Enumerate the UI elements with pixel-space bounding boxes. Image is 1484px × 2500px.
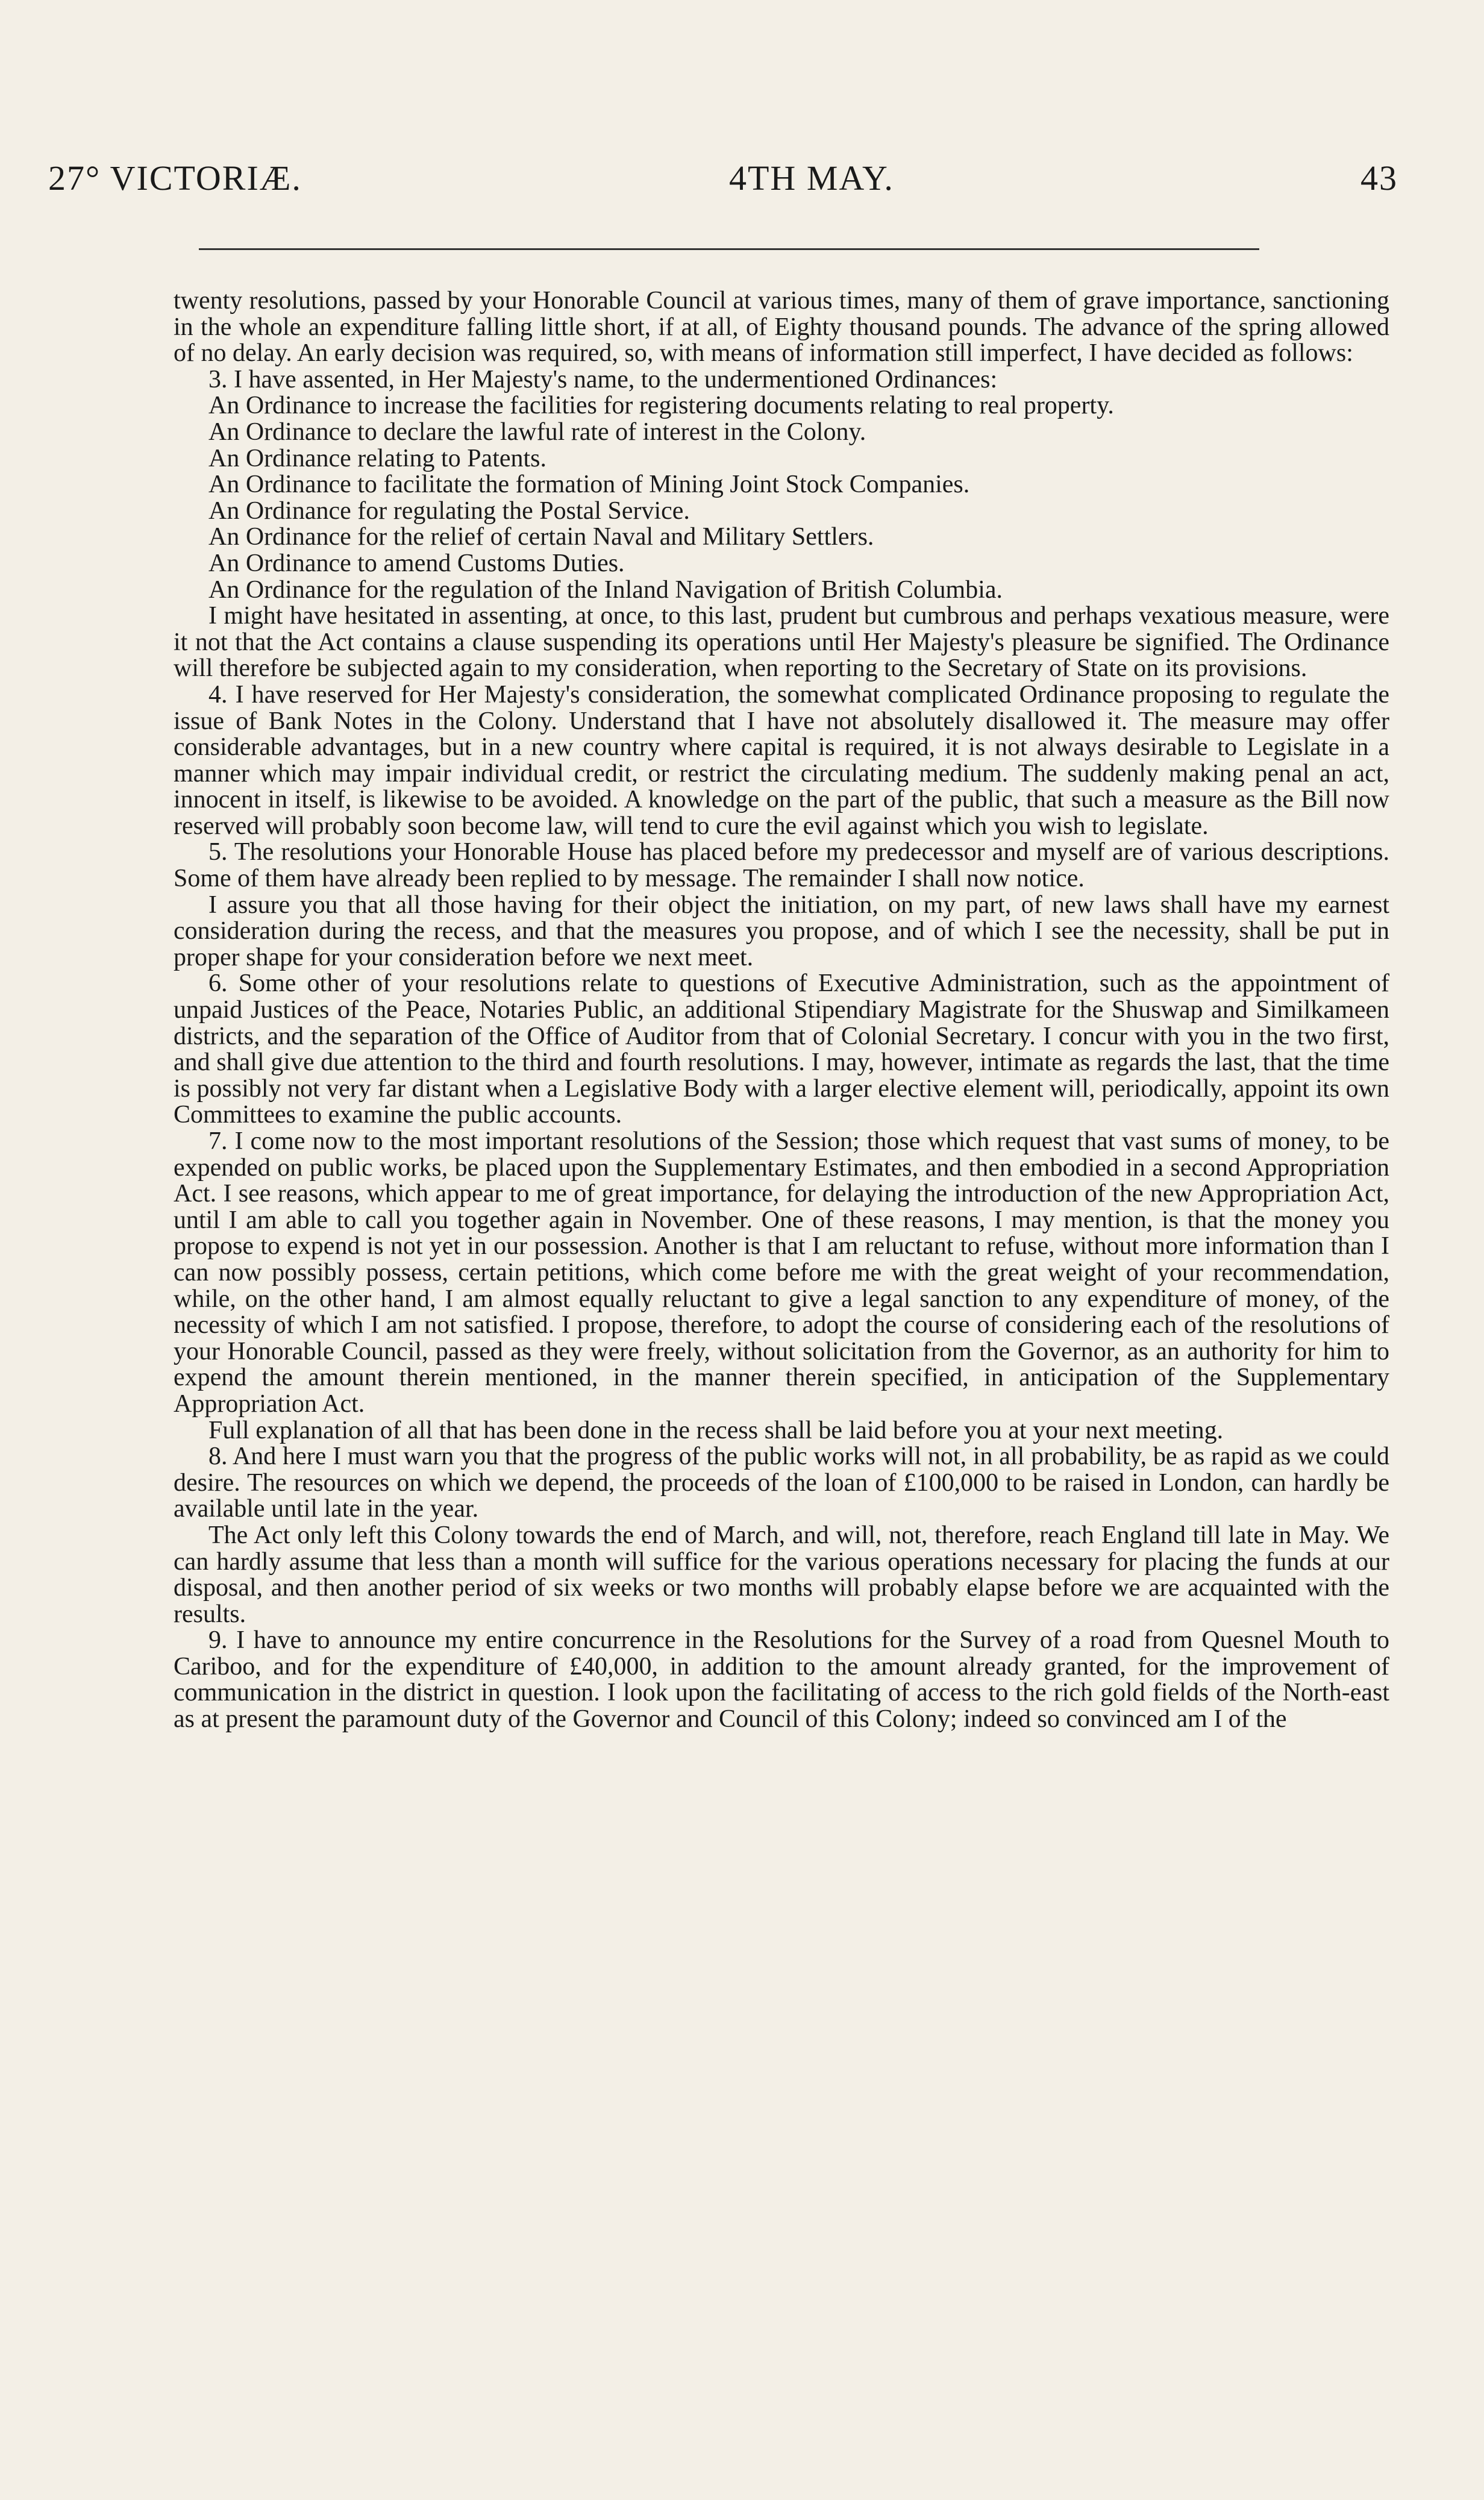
paragraph: 8. And here I must warn you that the progress of the public works will not, in all probability, be as rapid as we could desire. The resources on which we depend, the proceeds of the loan of £100,000 to be raised in London, can hardly be available until late in the year. (174, 1443, 1389, 1523)
ordinance-item: An Ordinance to declare the lawful rate of interest in the Colony. (208, 418, 866, 446)
page-number: 43 (1360, 158, 1398, 198)
ordinance-item: An Ordinance to facilitate the formation of Mining Joint Stock Companies. (208, 471, 970, 499)
paragraph: twenty resolutions, passed by your Honorable Council at various times, many of them of grave importance, sanctioning in the whole an expenditure falling little short, if at all, of Eighty thousand pounds. The advance of the spring allowed of no delay. An early decision was required, so, with means of information still imperfect, I have decided as follows: (174, 287, 1389, 368)
paragraph: 4. I have reserved for Her Majesty's consideration, the somewhat complicated Ordinance proposing to regulate the issue of Bank Notes in the Colony. Understand that I have not absolutely disallowed it. The measure may offer considerable advantages, but in a new country where capital is required, it is not always desirable to Legislate in a manner which may impair individual credit, or restrict the circulating medium. The suddenly making penal an act, innocent in itself, is likewise to be avoided. A knowledge on the part of the public, that such a measure as the Bill now reserved will probably soon become law, will tend to cure the evil against which you wish to legislate. (174, 680, 1389, 840)
ordinance-item: An Ordinance for the regulation of the Inland Navigation of British Columbia. (208, 575, 1003, 604)
paragraph: 6. Some other of your resolutions relate to questions of Executive Administration, such as the appointment of unpaid Justices of the Peace, Notaries Public, an additional Stipendiary Magistrate for the Shuswap and Similkameen districts, and the separation of the Office of Auditor from that of Colonial Secretary. I concur with you in the two first, and shall give due attention to the third and fourth resolutions. I may, however, intimate as regards the last, that the time is possibly not very far distant when a Legislative Body with a larger elective element will, periodically, appoint its own Committees to examine the public accounts. (174, 970, 1389, 1129)
paragraph: I assure you that all those having for their object the initiation, on my part, of new laws shall have my earnest consideration during the recess, and that the measures you propose, and of which I see the necessity, shall be put in proper shape for your consideration before we next meet. (174, 891, 1389, 971)
ordinance-item: An Ordinance to amend Customs Duties. (208, 549, 625, 577)
ordinance-item: An Ordinance relating to Patents. (208, 444, 547, 472)
running-header (48, 158, 1398, 212)
paragraph: 3. I have assented, in Her Majesty's name, to the undermentioned Ordinances: (208, 365, 998, 393)
ordinance-item: An Ordinance to increase the facilities for registering documents relating to real property. (208, 392, 1114, 420)
header-session: 27° VICTORIÆ. (48, 158, 302, 198)
header-rule (199, 248, 1259, 250)
body-text (174, 288, 1389, 1733)
ordinance-item: An Ordinance for regulating the Postal Service. (208, 497, 690, 525)
paragraph: Full explanation of all that has been done in the recess shall be laid before you at your next meeting. (208, 1416, 1224, 1444)
paragraph: 5. The resolutions your Honorable House has placed before my predecessor and myself are of various descriptions. Some of them have already been replied to by message. The remainder I shall now notice. (174, 838, 1389, 893)
header-date: 4TH MAY. (729, 158, 894, 198)
paragraph: 9. I have to announce my entire concurrence in the Resolutions for the Survey of a road from Quesnel Mouth to Cariboo, and for the expenditure of £40,000, in addition to the amount already granted, for the improvement of communication in the district in question. I look upon the facilitating of access to the rich gold fields of the North-east as at present the paramount duty of the Governor and Council of this Colony; indeed so convinced am I of the (174, 1626, 1389, 1734)
paragraph: The Act only left this Colony towards the end of March, and will, not, therefore, reach England till late in May. We can hardly assume that less than a month will suffice for the various operations necessary for placing the funds at our disposal, and then another period of six weeks or two months will probably elapse before we are acquainted with the results. (174, 1521, 1389, 1628)
paragraph: 7. I come now to the most important resolutions of the Session; those which request that vast sums of money, to be expended on public works, be placed upon the Supplementary Estimates, and then embodied in a second Appropriation Act. I see reasons, which appear to me of great importance, for delaying the introduction of the new Appropriation Act, until I am able to call you together again in November. One of these reasons, I may mention, is that the money you propose to expend is not yet in our possession. Another is that I am reluctant to refuse, without more information than I can now possibly possess, certain petitions, which come before me with the great weight of your recommendation, while, on the other hand, I am almost equally reluctant to give a legal sanction to any expenditure of money, of the necessity of which I am not satisfied. I propose, therefore, to adopt the course of considering each of the resolutions of your Honorable Council, passed as they were freely, without solicitation from the Governor, as an authority for him to expend the amount therein mentioned, in the manner therein specified, in anticipation of the Supplementary Appropriation Act. (174, 1127, 1389, 1418)
paragraph: I might have hesitated in assenting, at once, to this last, prudent but cumbrous and perhaps vexatious measure, were it not that the Act contains a clause suspending its operations until Her Majesty's pleasure be signified. The Ordinance will therefore be subjected again to my consideration, when reporting to the Secretary of State on its provisions. (174, 602, 1389, 683)
ordinance-item: An Ordinance for the relief of certain Naval and Military Settlers. (208, 523, 874, 551)
